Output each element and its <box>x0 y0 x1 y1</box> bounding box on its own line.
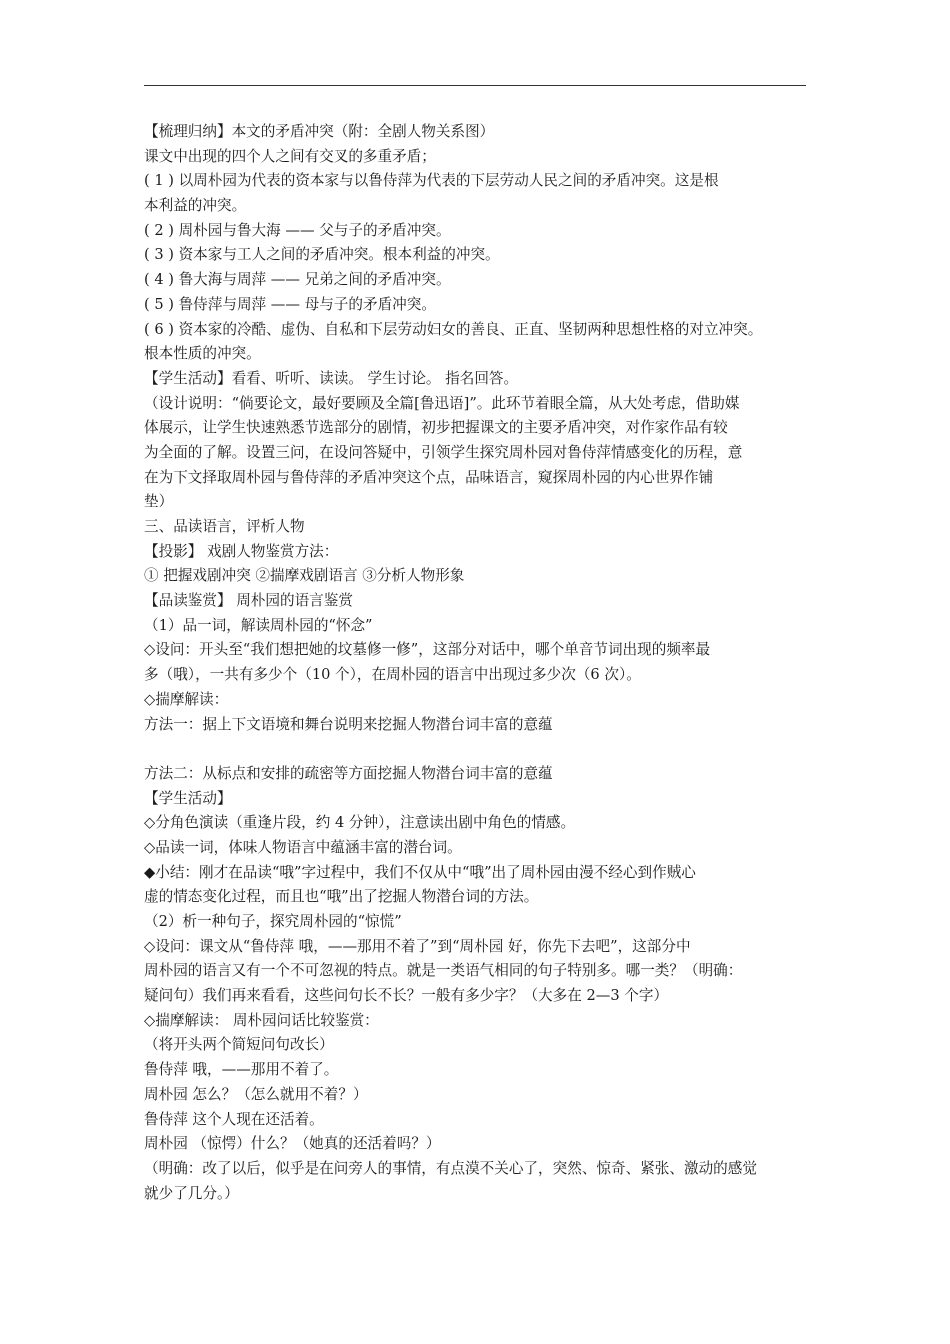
text-line: ① 把握戏剧冲突 ②揣摩戏剧语言 ③分析人物形象 <box>144 567 465 585</box>
text-line: 虚的情态变化过程，而且也“哦”出了挖掘人物潜台词的方法。 <box>144 888 539 906</box>
text-line: 【梳理归纳】本文的矛盾冲突（附：全剧人物关系图） <box>144 123 495 140</box>
document-body <box>144 120 824 1206</box>
text-line: 课文中出现的四个人之间有交叉的多重矛盾； <box>144 147 436 165</box>
text-line: 【品读鉴赏】 周朴园的语言鉴赏 <box>144 592 353 610</box>
text-line: ( 4 ) 鲁大海与周萍 —— 兄弟之间的矛盾冲突。 <box>144 271 451 289</box>
text-line: ◇揣摩解读： 周朴园问话比较鉴赏： <box>144 1011 379 1029</box>
text-line: ◆小结：刚才在品读“哦”字过程中，我们不仅从中“哦”出了周朴园由漫不经心到作贼心 <box>144 863 696 881</box>
text-line: 三、品读语言，评析人物 <box>144 518 305 535</box>
text-line: ( 2 ) 周朴园与鲁大海 —— 父与子的矛盾冲突。 <box>144 221 451 239</box>
text-line: 鲁侍萍 这个人现在还活着。 <box>144 1110 324 1128</box>
text-line: 根本性质的冲突。 <box>144 345 261 363</box>
text-line: （2）析一种句子，探究周朴园的“惊慌” <box>144 913 402 930</box>
text-line: 周朴园的语言又有一个不可忽视的特点。就是一类语气相同的句子特别多。哪一类？（明确： <box>144 962 743 980</box>
text-line: （设计说明：“倘要论文，最好要顾及全篇[鲁迅语]”。此环节着眼全篇，从大处考虑，借助媒 <box>144 394 740 412</box>
text-line: 方法一：据上下文语境和舞台说明来挖掘人物潜台词丰富的意蕴 <box>144 715 553 733</box>
text-line: 疑问句）我们再来看看，这些问句长不长？一般有多少字？（大多在 2—3 个字） <box>144 987 669 1005</box>
text-line: ◇分角色演读（重逢片段，约 4 分钟），注意读出剧中角色的情感。 <box>144 814 576 832</box>
text-line: 方法二：从标点和安排的疏密等方面挖掘人物潜台词丰富的意蕴 <box>144 764 553 782</box>
blank-line <box>144 737 824 762</box>
text-line: 为全面的了解。设置三问，在设问答疑中，引领学生探究周朴园对鲁侍萍情感变化的历程，意 <box>144 443 743 461</box>
text-line: 【学生活动】看看、听听、读读。 学生讨论。 指名回答。 <box>144 369 519 387</box>
header-rule <box>144 85 806 86</box>
text-line: ( 5 ) 鲁侍萍与周萍 —— 母与子的矛盾冲突。 <box>144 295 436 313</box>
text-line: 本利益的冲突。 <box>144 197 247 215</box>
text-line: 【投影】 戏剧人物鉴赏方法： <box>144 542 339 560</box>
text-line: 垫） <box>144 493 174 511</box>
text-line: ◇揣摩解读： <box>144 690 229 708</box>
text-line: ( 3 ) 资本家与工人之间的矛盾冲突。根本利益的冲突。 <box>144 246 500 264</box>
text-line: 周朴园 （惊愕）什么？（她真的还活着吗？） <box>144 1135 441 1153</box>
text-line: 【学生活动】 <box>144 789 232 807</box>
text-line: 周朴园 怎么？（怎么就用不着？） <box>144 1085 368 1103</box>
text-line: 多（哦），一共有多少个（10 个），在周朴园的语言中出现过多少次（6 次）。 <box>144 666 641 684</box>
text-line: ◇品读一词，体味人物语言中蕴涵丰富的潜台词。 <box>144 838 462 856</box>
text-line: 体展示，让学生快速熟悉节选部分的剧情，初步把握课文的主要矛盾冲突，对作家作品有较 <box>144 419 728 437</box>
text-line: 鲁侍萍 哦，——那用不着了。 <box>144 1061 339 1079</box>
text-line: ( 1 ) 以周朴园为代表的资本家与以鲁侍萍为代表的下层劳动人民之间的矛盾冲突。这是根 <box>144 172 719 190</box>
text-line: ◇设问：课文从“鲁侍萍 哦，——那用不着了”到“周朴园 好，你先下去吧”，这部分中 <box>144 937 691 955</box>
text-line: 在为下文择取周朴园与鲁侍萍的矛盾冲突这个点，品味语言，窥探周朴园的内心世界作铺 <box>144 468 714 486</box>
text-line: ( 6 ) 资本家的冷酷、虚伪、自私和下层劳动妇女的善良、正直、坚韧两种思想性格的对立冲突。 <box>144 320 763 338</box>
text-line: （明确：改了以后，似乎是在问旁人的事情，有点漠不关心了，突然、惊奇、紧张、激动的感觉 <box>144 1159 757 1177</box>
text-line: 就少了几分。） <box>144 1184 239 1202</box>
text-line: （1）品一词，解读周朴园的“怀念” <box>144 616 373 634</box>
text-line: （将开头两个简短问句改长） <box>144 1036 334 1054</box>
text-line: ◇设问：开头至“我们想把她的坟墓修一修”，这部分对话中，哪个单音节词出现的频率最 <box>144 641 711 659</box>
